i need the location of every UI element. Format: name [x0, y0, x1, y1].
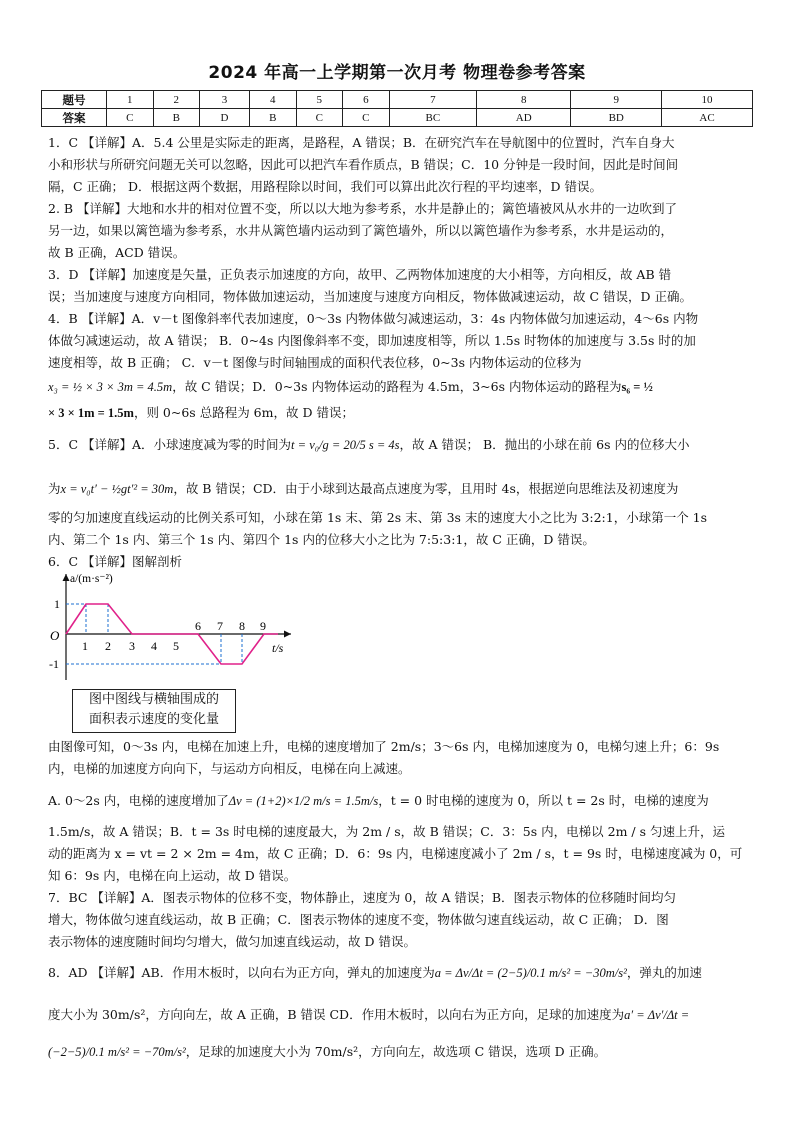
q2-line: 另一边，如果以篱笆墙为参考系，水井从篱笆墙内运动到了篱笆墙外，所以以篱笆墙作为参考系，水井是运动的，	[48, 223, 674, 238]
table-cell: 8	[477, 91, 571, 109]
table-cell: 2	[153, 91, 200, 109]
x-tick-label: 4	[151, 639, 157, 653]
q2-line: 故 B 正确，ACD 错误。	[48, 245, 186, 260]
q1-line: 小和形状与所研究问题无关可以忽略，因此可以把汽车看作质点，B 错误；C．10 分钟是一段时间，因此是时间间	[48, 157, 679, 172]
q6-line: 6．C 【详解】图解剖析	[48, 554, 182, 569]
origin-label: O	[50, 628, 60, 643]
q3-line: 3．D 【详解】加速度是矢量，正负表示加速度的方向，故甲、乙两物体加速度的大小相等，方向相反，故 AB 错	[48, 267, 672, 282]
equation: a′ = Δv′/Δt =	[624, 1008, 690, 1022]
x-tick-label: 3	[129, 639, 135, 653]
q7-line: 表示物体的速度随时间均匀增大，做匀加速直线运动，故 D 错误。	[48, 934, 416, 949]
q5-text: 5．C 【详解】A．小球速度减为零的时间为	[48, 437, 292, 452]
graph-caption-box	[72, 689, 236, 733]
q5-text: ，故 A 错误； B．抛出的小球在前 6s 内的位移大小	[399, 437, 690, 452]
q8-line	[48, 962, 702, 984]
x-axis-label: t/s	[272, 641, 284, 655]
equation: t = v₀/g = 20/5 s = 4s	[291, 438, 400, 452]
table-cell: AC	[662, 109, 753, 127]
equation: s₆ = ½	[621, 380, 653, 394]
table-cell: BD	[571, 109, 662, 127]
q4-line: 体做匀减速运动，故 A 错误； B．0~4s 内图像斜率不变，即加速度相等，所以 1.5s 时物体的加速度与 3.5s 时的加	[48, 333, 696, 348]
y-tick-label: -1	[49, 657, 59, 671]
q6-line: 内，电梯的加速度方向向下，与运动方向相反，电梯在向上减速。	[48, 761, 411, 776]
y-axis-label: a/(m·s⁻²)	[70, 573, 113, 585]
x-tick-label: 5	[173, 639, 179, 653]
table-cell: 5	[296, 91, 343, 109]
q5-line	[48, 478, 678, 500]
q6-line: 知 6：9s 内，电梯在向上运动，故 D 错误。	[48, 868, 297, 883]
caption-line: 图中图线与横轴围成的	[88, 692, 219, 707]
q8-line	[48, 1041, 606, 1063]
table-cell: 10	[662, 91, 753, 109]
q6-line: 动的距离为 x = vt = 2 × 2m = 4m，故 C 正确；D．6：9s 内，电梯速度减小了 2m / s，t = 9s 时，电梯速度减为 0，可	[48, 846, 743, 861]
equation: x₃ = ½ × 3 × 3m = 4.5m	[48, 380, 173, 394]
q4-line: 速度相等，故 B 正确； C．v－t 图像与时间轴围成的面积代表位移，0~3s 内物体运动的位移为	[48, 355, 582, 370]
table-row	[42, 91, 753, 109]
q4-text: ，则 0~6s 总路程为 6m，故 D 错误；	[133, 405, 354, 420]
table-row	[42, 109, 753, 127]
q6-line	[48, 790, 709, 812]
equation: × 3 × 1m = 1.5m	[48, 406, 134, 420]
x-tick-label: 2	[105, 639, 111, 653]
q5-text: ，故 B 错误；CD．由于小球到达最高点速度为零，且用时 4s，根据逆向思维法及初速度为	[173, 481, 679, 496]
table-cell: D	[200, 109, 250, 127]
x-tick-label: 6	[195, 619, 201, 633]
x-tick-label: 9	[260, 619, 266, 633]
table-header-cell: 题号	[42, 91, 107, 109]
x-tick-label: 7	[217, 619, 223, 633]
q7-line: 增大，物体做匀速直线运动，故 B 正确；C．图表示物体的速度不变，物体做匀速直线运动，故 C 正确； D．图	[48, 912, 669, 927]
q5-line: 内、第二个 1s 内、第三个 1s 内、第四个 1s 内的位移大小之比为 7:5:3:1，故 C 正确，D 错误。	[48, 532, 595, 547]
table-cell: C	[296, 109, 343, 127]
q8-text: 8．AD 【详解】AB．作用木板时，以向右为正方向，弹丸的加速度为	[48, 965, 435, 980]
equation: a = Δv/Δt = (2−5)/0.1 m/s² = −30m/s²	[434, 966, 627, 980]
caption-line: 面积表示速度的变化量	[88, 712, 219, 727]
table-cell: 9	[571, 91, 662, 109]
q4-line	[48, 402, 354, 424]
q3-line: 误；当加速度与速度方向相同，物体做加速运动，当加速度与速度方向相反，物体做减速运动，故 C 错误，D 正确。	[48, 289, 693, 304]
q5-line: 零的匀加速度直线运动的比例关系可知，小球在第 1s 末、第 2s 末、第 3s 末的速度大小之比为 3:2:1，小球第一个 1s	[48, 510, 708, 525]
x-tick-label: 8	[239, 619, 245, 633]
table-cell: 4	[250, 91, 297, 109]
q1-line: 1．C 【详解】A．5.4 公里是实际走的距离，是路程，A 错误；B．在研究汽车在导航图中的位置时，汽车自身大	[48, 135, 675, 150]
y-tick-label: 1	[54, 597, 60, 611]
equation: (−2−5)/0.1 m/s² = −70m/s²	[48, 1045, 186, 1059]
q4-line: 4．B 【详解】A．v－t 图像斜率代表加速度，0～3s 内物体做匀减速运动，3：4s 内物体做匀加速运动，4～6s 内物	[48, 311, 699, 326]
q5-line	[48, 434, 689, 456]
q4-line	[48, 376, 653, 398]
q1-line: 隔，C 正确； D．根据这两个数据，用路程除以时间，我们可以算出此次行程的平均速率，D 错误。	[48, 179, 603, 194]
q6-line: 1.5m/s，故 A 错误；B．t = 3s 时电梯的速度最大，为 2m / s，故 B 错误；C．3：5s 内，电梯以 2m / s 匀速上升，运	[48, 824, 725, 839]
table-cell: 7	[389, 91, 477, 109]
answer-table	[41, 90, 753, 127]
table-cell: 6	[343, 91, 390, 109]
equation: Δv = (1+2)×1/2 m/s = 1.5m/s	[228, 794, 379, 808]
q6-text: ，t = 0 时电梯的速度为 0，所以 t = 2s 时，电梯的速度为	[378, 793, 709, 808]
q6-line: 由图像可知，0～3s 内，电梯在加速上升，电梯的速度增加了 2m/s；3～6s 内，电梯加速度为 0，电梯匀速上升；6：9s	[48, 739, 720, 754]
table-cell: AD	[477, 109, 571, 127]
table-cell: B	[250, 109, 297, 127]
equation: x = v₀t′ − ½gt′² = 30m	[60, 482, 174, 496]
q4-text: ，故 C 错误；D．0~3s 内物体运动的路程为 4.5m，3~6s 内物体运动的路程为	[172, 379, 622, 394]
table-cell: B	[153, 109, 200, 127]
q8-line	[48, 1004, 689, 1026]
x-tick-label: 1	[82, 639, 88, 653]
q8-text: ，弹丸的加速	[626, 965, 702, 980]
table-cell: BC	[389, 109, 477, 127]
q8-text: 度大小为 30m/s²，方向向左，故 A 正确，B 错误 CD．作用木板时，以向右为正方向，足球的加速度为	[48, 1007, 625, 1022]
page-title: 2024 年高一上学期第一次月考 物理卷参考答案	[208, 63, 586, 83]
q7-line: 7．BC 【详解】A．图表示物体的位移不变，物体静止，速度为 0，故 A 错误；B．图表示物体的位移随时间均匀	[48, 890, 677, 905]
table-cell: 3	[200, 91, 250, 109]
acceleration-time-graph	[46, 568, 306, 688]
table-cell: 1	[107, 91, 154, 109]
q8-text: ，足球的加速度大小为 70m/s²，方向向左，故选项 C 错误，选项 D 正确。	[185, 1044, 607, 1059]
q2-line: 2. B 【详解】大地和水井的相对位置不变，所以以大地为参考系，水井是静止的；篱笆墙被风从水井的一边吹到了	[48, 201, 678, 216]
q6-text: A. 0～2s 内，电梯的速度增加了	[48, 793, 229, 808]
table-header-cell: 答案	[42, 109, 107, 127]
table-cell: C	[343, 109, 390, 127]
table-cell: C	[107, 109, 154, 127]
q5-text: 为	[48, 481, 61, 496]
